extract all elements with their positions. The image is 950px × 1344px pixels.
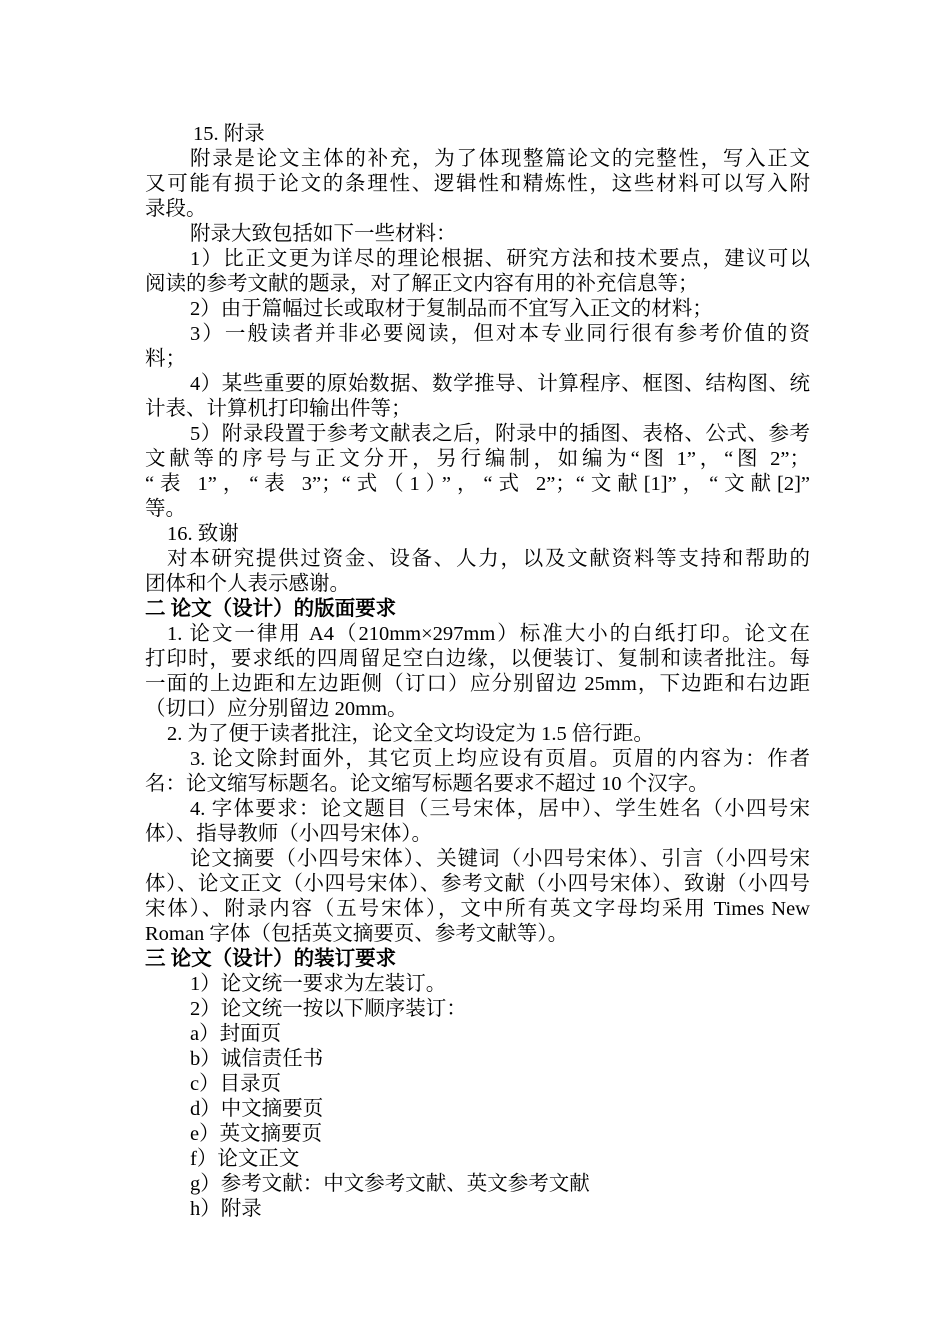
heading-acknowledgement: 16. 致谢 [167,523,239,545]
paragraph-line: 4）某些重要的原始数据、数学推导、计算程序、框图、结构图、统 [190,373,810,395]
paragraph-line: 名：论文缩写标题名。论文缩写标题名要求不超过 10 个汉字。 [145,773,709,795]
paragraph-line: 料； [145,348,186,370]
paragraph-line: 论文摘要（小四号宋体）、关键词（小四号宋体）、引言（小四号宋 [190,848,810,870]
paragraph-line: “表 1”，“表 3”；“式（1）”，“式 2”；“文献[1]”，“文献[2]” [145,473,810,495]
document-page [145,122,810,1222]
paragraph-line: 宋体）、附录内容（五号宋体），文中所有英文字母均采用 Times New [145,898,810,920]
list-item: 1）论文统一要求为左装订。 [190,973,447,995]
section-heading-binding: 三 论文（设计）的装订要求 [145,948,397,970]
paragraph-line: （切口）应分别留边 20mm。 [145,698,408,720]
paragraph-line: 2. 为了便于读者批注，论文全文均设定为 1.5 倍行距。 [167,723,654,745]
list-item: h）附录 [190,1198,262,1220]
paragraph-line: 附录大致包括如下一些材料： [190,223,457,245]
paragraph-line: 文献等的序号与正文分开，另行编制，如编为“图 1”，“图 2”； [145,448,810,470]
list-item: f）论文正文 [190,1148,300,1170]
paragraph-line: Roman 字体（包括英文摘要页、参考文献等）。 [145,923,569,945]
list-item: g）参考文献：中文参考文献、英文参考文献 [190,1173,590,1195]
paragraph-line: 1. 论文一律用 A4（210mm×297mm）标准大小的白纸打印。论文在 [167,623,810,645]
list-item: d）中文摘要页 [190,1098,324,1120]
paragraph-line: 阅读的参考文献的题录，对了解正文内容有用的补充信息等； [145,273,699,295]
paragraph-line: 3）一般读者并非必要阅读，但对本专业同行很有参考价值的资 [190,323,810,345]
paragraph-line: 3. 论文除封面外，其它页上均应设有页眉。页眉的内容为：作者 [190,748,810,770]
list-item: e）英文摘要页 [190,1123,323,1145]
list-item: b）诚信责任书 [190,1048,324,1070]
paragraph-line: 打印时，要求纸的四周留足空白边缘，以便装订、复制和读者批注。每 [145,648,810,670]
paragraph-line: 1）比正文更为详尽的理论根据、研究方法和技术要点，建议可以 [190,248,810,270]
list-item: c）目录页 [190,1073,282,1095]
paragraph-line: 又可能有损于论文的条理性、逻辑性和精炼性，这些材料可以写入附 [145,173,810,195]
paragraph-line: 计表、计算机打印输出件等； [145,398,412,420]
paragraph-line: 团体和个人表示感谢。 [145,573,350,595]
list-item: 2）论文统一按以下顺序装订： [190,998,467,1020]
paragraph-line: 2）由于篇幅过长或取材于复制品而不宜写入正文的材料； [190,298,713,320]
paragraph-line: 对本研究提供过资金、设备、人力，以及文献资料等支持和帮助的 [167,548,810,570]
paragraph-line: 体）、论文正文（小四号宋体）、参考文献（小四号宋体）、致谢（小四号 [145,873,810,895]
list-item: a）封面页 [190,1023,282,1045]
heading-appendix: 15. 附录 [193,123,265,145]
paragraph-line: 体）、指导教师（小四号宋体）。 [145,823,432,845]
paragraph-line: 等。 [145,498,186,520]
paragraph-line: 4. 字体要求：论文题目（三号宋体，居中）、学生姓名（小四号宋 [190,798,810,820]
paragraph-line: 录段。 [145,198,207,220]
paragraph-line: 附录是论文主体的补充，为了体现整篇论文的完整性，写入正文 [190,148,810,170]
section-heading-layout: 二 论文（设计）的版面要求 [145,598,397,620]
paragraph-line: 一面的上边距和左边距侧（订口）应分别留边 25mm，下边距和右边距 [145,673,810,695]
paragraph-line: 5）附录段置于参考文献表之后，附录中的插图、表格、公式、参考 [190,423,810,445]
